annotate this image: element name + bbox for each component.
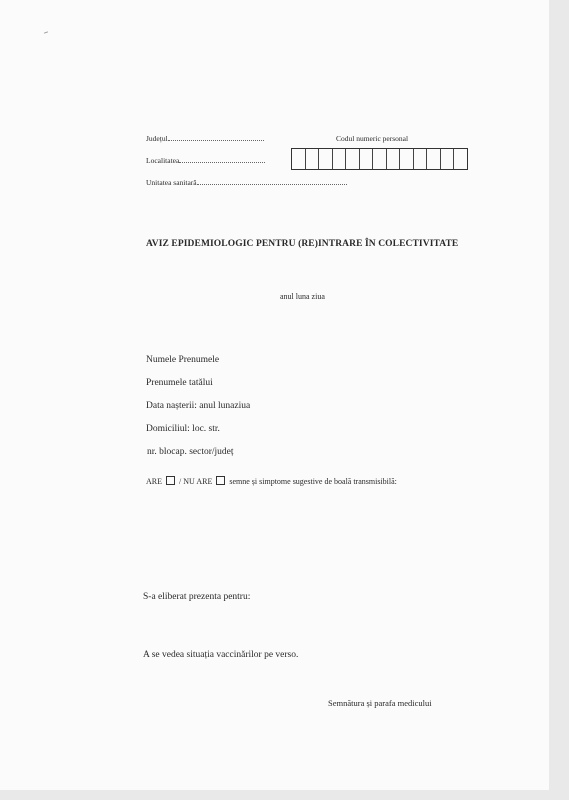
field-data-nasterii: Data nașterii: anul lunaziua bbox=[146, 401, 251, 411]
unitatea-dotted-line bbox=[197, 178, 347, 185]
cnp-cell bbox=[387, 149, 401, 169]
cnp-cell bbox=[360, 149, 374, 169]
symptoms-line bbox=[146, 476, 397, 486]
localitatea-row bbox=[146, 156, 265, 165]
localitatea-dotted-line bbox=[179, 156, 265, 163]
field-domiciliul: Domiciliul: loc. str. bbox=[146, 424, 220, 434]
symptoms-text: semne și simptome sugestive de boală transmisibilă: bbox=[229, 477, 397, 486]
scan-speck bbox=[44, 31, 48, 33]
eliberat-text: S-a eliberat prezenta pentru: bbox=[143, 592, 251, 602]
vaccinari-text: A se vedea situația vaccinărilor pe verso. bbox=[143, 650, 299, 660]
nu-are-checkbox[interactable] bbox=[216, 476, 225, 485]
cnp-cell bbox=[414, 149, 428, 169]
cnp-cell bbox=[400, 149, 414, 169]
judetul-dotted-line bbox=[168, 134, 264, 141]
judetul-row bbox=[146, 134, 264, 143]
are-label: ARE bbox=[146, 477, 162, 486]
field-prenume-tatalui: Prenumele tatălui bbox=[146, 378, 213, 388]
localitatea-label: Localitatea bbox=[146, 156, 180, 165]
cnp-grid bbox=[291, 148, 468, 170]
signature-label: Semnătura și parafa medicului bbox=[328, 698, 432, 708]
field-nume: Numele Prenumele bbox=[146, 355, 220, 365]
cnp-cell bbox=[292, 149, 306, 169]
field-adresa: nr. blocap. sector/județ bbox=[147, 447, 234, 457]
are-checkbox[interactable] bbox=[166, 476, 175, 485]
unitatea-label: Unitatea sanitară bbox=[146, 178, 197, 187]
judetul-label: Județul bbox=[146, 134, 168, 143]
cnp-label: Codul numeric personal bbox=[336, 134, 409, 143]
cnp-cell bbox=[373, 149, 387, 169]
separator: / bbox=[179, 477, 182, 486]
cnp-cell bbox=[454, 149, 467, 169]
cnp-cell bbox=[319, 149, 333, 169]
unitatea-row bbox=[146, 178, 347, 187]
cnp-cell bbox=[306, 149, 320, 169]
date-line: anul luna ziua bbox=[280, 292, 325, 301]
cnp-cell bbox=[427, 149, 441, 169]
document-title: AVIZ EPIDEMIOLOGIC PENTRU (RE)INTRARE ÎN COLECTIVITATE bbox=[146, 239, 459, 249]
nu-are-label: NU ARE bbox=[183, 477, 213, 486]
cnp-cell bbox=[441, 149, 455, 169]
cnp-cell bbox=[346, 149, 360, 169]
cnp-cell bbox=[333, 149, 347, 169]
